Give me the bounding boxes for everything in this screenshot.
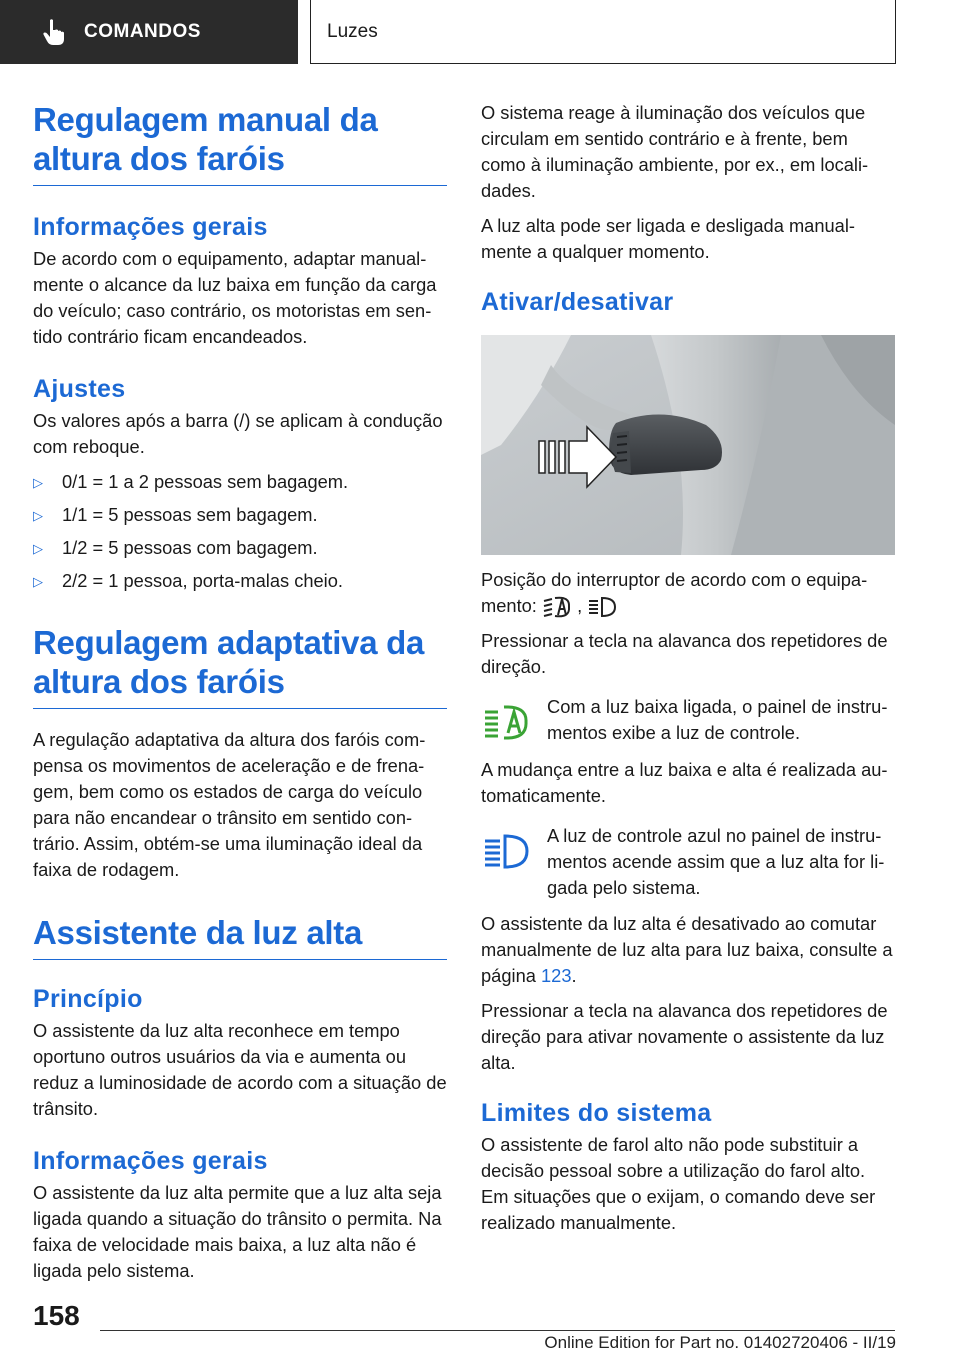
triangle-bullet-icon: ▷ bbox=[33, 541, 43, 556]
note-low-beam bbox=[481, 694, 895, 747]
list-item: ▷ 1/1 = 5 pessoas sem bagagem. bbox=[33, 502, 447, 529]
note-low-beam-text: Com a luz baixa ligada, o painel de instrumentos exibe a luz de controle. bbox=[547, 696, 888, 744]
page-link[interactable]: 123 bbox=[540, 965, 572, 987]
note-high-beam bbox=[481, 823, 895, 901]
list-item: ▷ 1/2 = 5 pessoas com bagagem. bbox=[33, 535, 447, 562]
manual-switch-text: A luz alta pode ser ligada e desligada manualmente a qualquer momento. bbox=[481, 215, 856, 262]
principle-text: O assistente da luz alta reconhece em tempo oportuno outros usuários da via e aumenta ou reduz a luminosidade de acordo com a situação de trânsito. bbox=[33, 1020, 447, 1119]
chapter-tab bbox=[310, 0, 896, 64]
heading-general-info-2: Informações gerais bbox=[33, 1147, 268, 1175]
section-title: COMANDOS bbox=[84, 21, 201, 42]
right-column bbox=[481, 100, 895, 1245]
press-button-text: Pressionar a tecla na alavanca dos repetidores de direção. bbox=[481, 630, 888, 678]
reactivate-text: Pressionar a tecla na alavanca dos repetidores de direção para ativar novamente o assistente da luz alta. bbox=[481, 1000, 888, 1074]
left-column bbox=[33, 100, 447, 1293]
high-beam-assist-icon bbox=[542, 595, 572, 619]
high-beam-icon bbox=[587, 595, 617, 619]
adjustments-list bbox=[33, 469, 447, 595]
switch-position-text: Posição do interruptor de acordo com o equipamento: , bbox=[481, 567, 895, 619]
high-beam-icon bbox=[481, 831, 531, 871]
general-info-2-text: O assistente da luz alta permite que a luz alta seja ligada quando a situação do trânsito o permita. Na faixa de velocidade mais baixa, a luz alta não é ligada pelo sistema. bbox=[33, 1182, 442, 1281]
footer-rule bbox=[100, 1330, 895, 1331]
heading-system-limits: Limites do sistema bbox=[481, 1099, 712, 1128]
triangle-bullet-icon: ▷ bbox=[33, 508, 43, 523]
triangle-bullet-icon: ▷ bbox=[33, 475, 43, 490]
list-item: ▷ 0/1 = 1 a 2 pessoas sem bagagem. bbox=[33, 469, 447, 496]
heading-adaptive-headlight: Regulagem adaptativa da altura dos faróis bbox=[33, 624, 425, 700]
heading-principle: Princípio bbox=[33, 985, 143, 1013]
hand-pointer-icon bbox=[42, 18, 66, 46]
heading-high-beam-assist: Assistente da luz alta bbox=[33, 914, 363, 951]
adjustments-text: Os valores após a barra (/) se aplicam à condução com reboque. bbox=[33, 410, 443, 457]
general-info-text: De acordo com o equipamento, adaptar manualmente o alcance da luz baixa em função da carga do veículo; caso contrário, os motoristas em sentido contrário ficam encandeados. bbox=[33, 248, 437, 347]
edition-note: Online Edition for Part no. 01402720406 - II/19 bbox=[544, 1333, 896, 1352]
turn-signal-lever-photo bbox=[481, 335, 895, 555]
list-item: ▷ 2/2 = 1 pessoa, porta-malas cheio. bbox=[33, 568, 447, 595]
heading-activate: Ativar/desativar bbox=[481, 288, 674, 316]
note-high-beam-text: A luz de controle azul no painel de instrumentos acende assim que a luz alta for ligada pelo sistema. bbox=[547, 825, 885, 899]
heading-rule bbox=[33, 185, 447, 186]
triangle-bullet-icon: ▷ bbox=[33, 574, 43, 589]
heading-rule bbox=[33, 959, 447, 960]
heading-general-info: Informações gerais bbox=[33, 213, 268, 241]
deactivation-text: O assistente da luz alta é desativado ao comutar manualmente de luz alta para luz baixa, consulte a página 123. bbox=[481, 913, 893, 987]
system-limits-text: O assistente de farol alto não pode substituir a decisão pessoal sobre a utilização do farol alto. Em situações que o exijam, o comando deve ser realizado manualmente. bbox=[481, 1134, 876, 1234]
automatic-change-text: A mudança entre a luz baixa e alta é realizada automaticamente. bbox=[481, 759, 888, 807]
high-beam-assist-icon bbox=[481, 702, 531, 742]
system-reaction-text: O sistema reage à iluminação dos veículos que circulam em sentido contrário e à frente, bem como à iluminação ambiente, por ex., em localidades. bbox=[481, 102, 869, 201]
chapter-title: Luzes bbox=[327, 20, 378, 42]
page-number: 158 bbox=[33, 1300, 80, 1331]
heading-adjustments: Ajustes bbox=[33, 375, 126, 403]
section-tab bbox=[0, 0, 298, 64]
heading-rule bbox=[33, 708, 447, 709]
adaptive-text: A regulação adaptativa da altura dos faróis compensa os movimentos de aceleração e de frenagem, bem como os estados de carga do veículo para não encandear o trânsito em sentido contrário. Assim, obtém-se uma iluminação ideal da faixa de rodagem. bbox=[33, 729, 426, 880]
heading-manual-headlight: Regulagem manual da altura dos faróis bbox=[33, 101, 378, 177]
